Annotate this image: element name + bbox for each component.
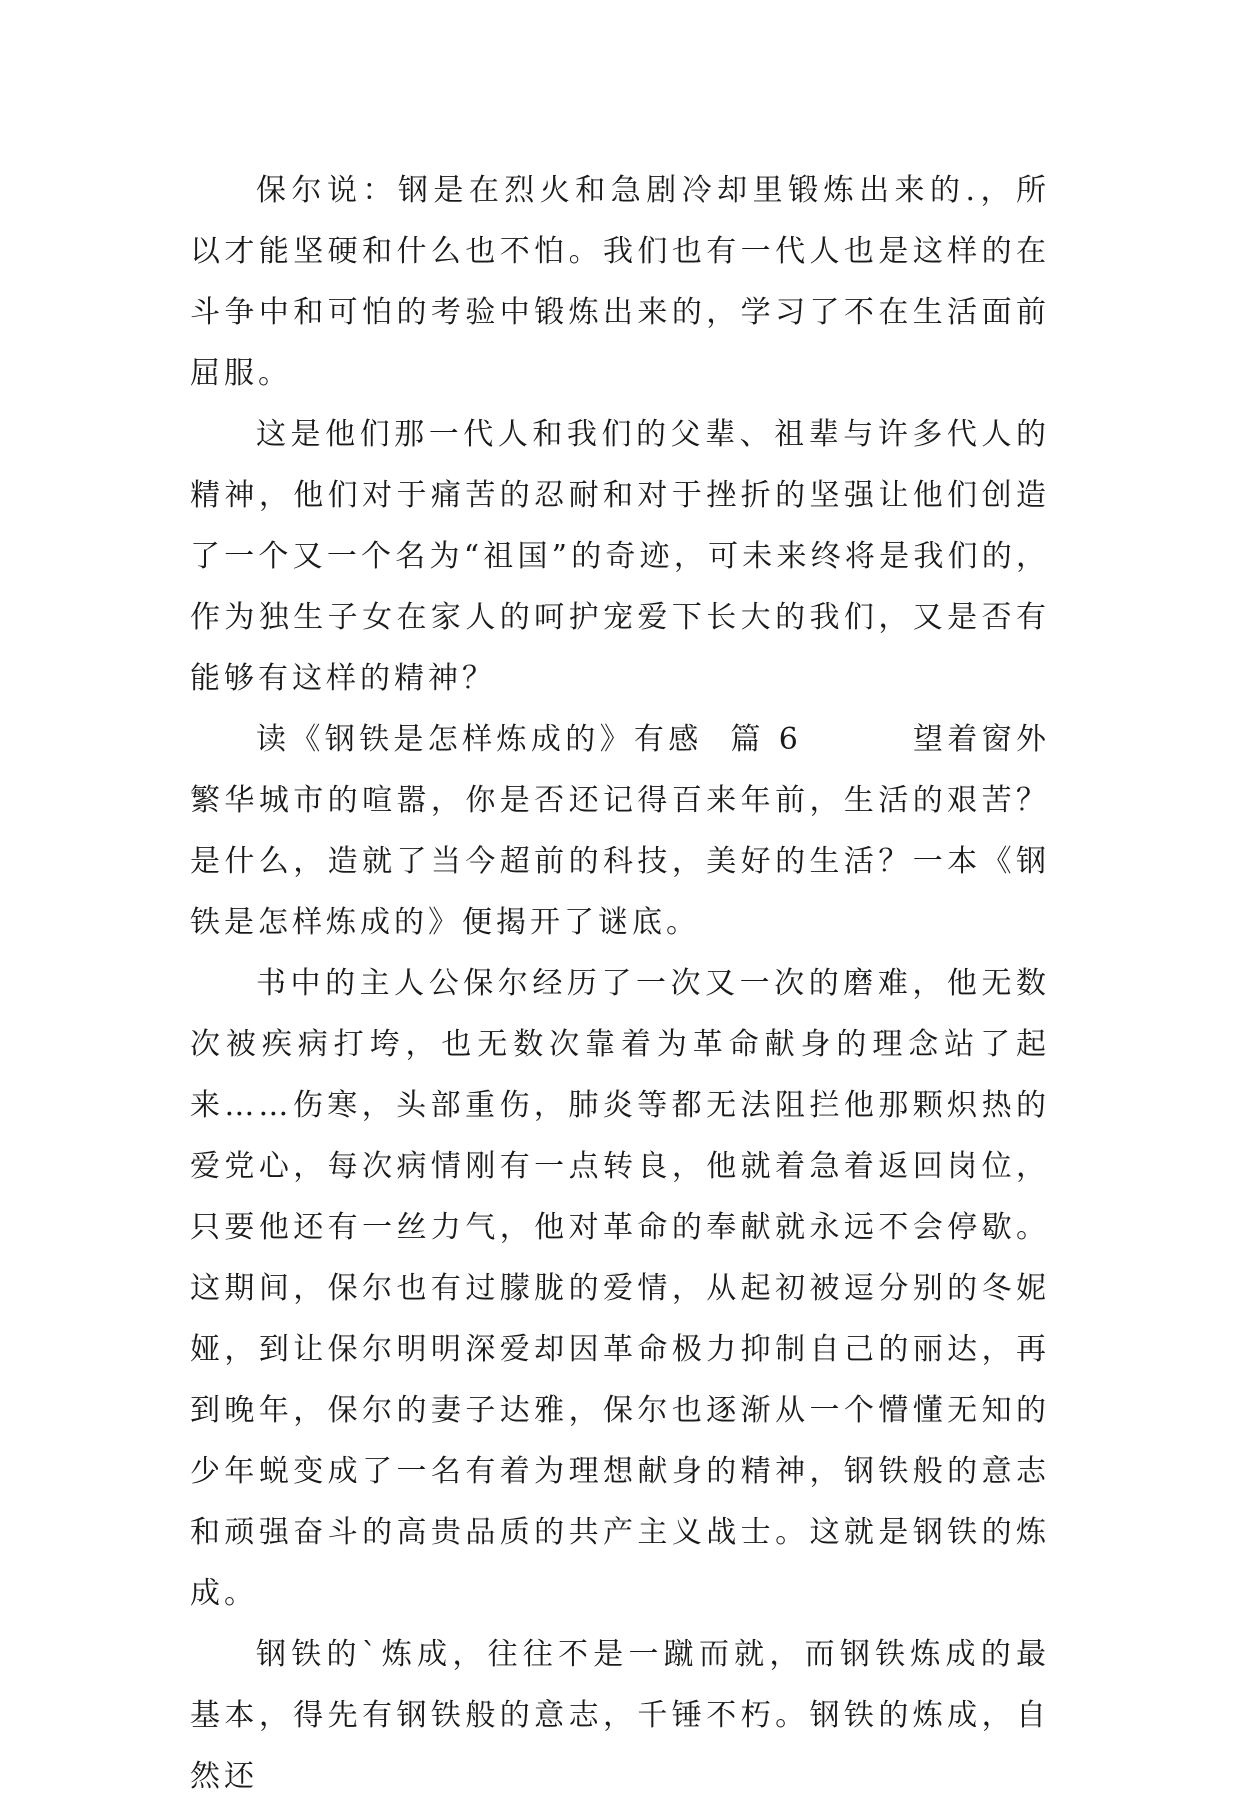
paragraph-4: 书中的主人公保尔经历了一次又一次的磨难，他无数次被疾病打垮，也无数次靠着为革命献身的理念站了起来……伤寒，头部重伤，肺炎等都无法阻拦他那颗炽热的爱党心，每次病情刚有一点转良，他就着急着返回岗位，只要他还有一丝力气，他对革命的奉献就永远不会停歇。这期间，保尔也有过朦胧的爱情，从起初被逗分别的冬妮娅，到让保尔明明深爱却因革命极力抑制自己的丽达，再到晚年，保尔的妻子达雅，保尔也逐渐从一个懵懂无知的少年蜕变成了一名有着为理想献身的精神，钢铁般的意志和顽强奋斗的高贵品质的共产主义战士。这就是钢铁的炼成。 bbox=[190, 966, 1050, 1611]
paragraph-5: 钢铁的`炼成，往往不是一蹴而就，而钢铁炼成的最基本，得先有钢铁般的意志，千锤不朽。钢铁的炼成，自然还 bbox=[190, 1637, 1050, 1794]
document-body bbox=[190, 160, 1050, 1807]
paragraph-3: 读《钢铁是怎样炼成的》有感 篇 6 望着窗外繁华城市的喧嚣，你是否还记得百来年前，生活的艰苦？是什么，造就了当今超前的科技，美好的生活？一本《钢铁是怎样炼成的》便揭开了谜底。 bbox=[190, 722, 1050, 940]
paragraph-1: 保尔说：钢是在烈火和急剧冷却里锻炼出来的.，所以才能坚硬和什么也不怕。我们也有一代人也是这样的在斗争中和可怕的考验中锻炼出来的，学习了不在生活面前屈服。 bbox=[190, 173, 1050, 391]
paragraph-2: 这是他们那一代人和我们的父辈、祖辈与许多代人的精神，他们对于痛苦的忍耐和对于挫折的坚强让他们创造了一个又一个名为“祖国”的奇迹，可未来终将是我们的，作为独生子女在家人的呵护宠爱下长大的我们，又是否有能够有这样的精神？ bbox=[190, 417, 1050, 696]
